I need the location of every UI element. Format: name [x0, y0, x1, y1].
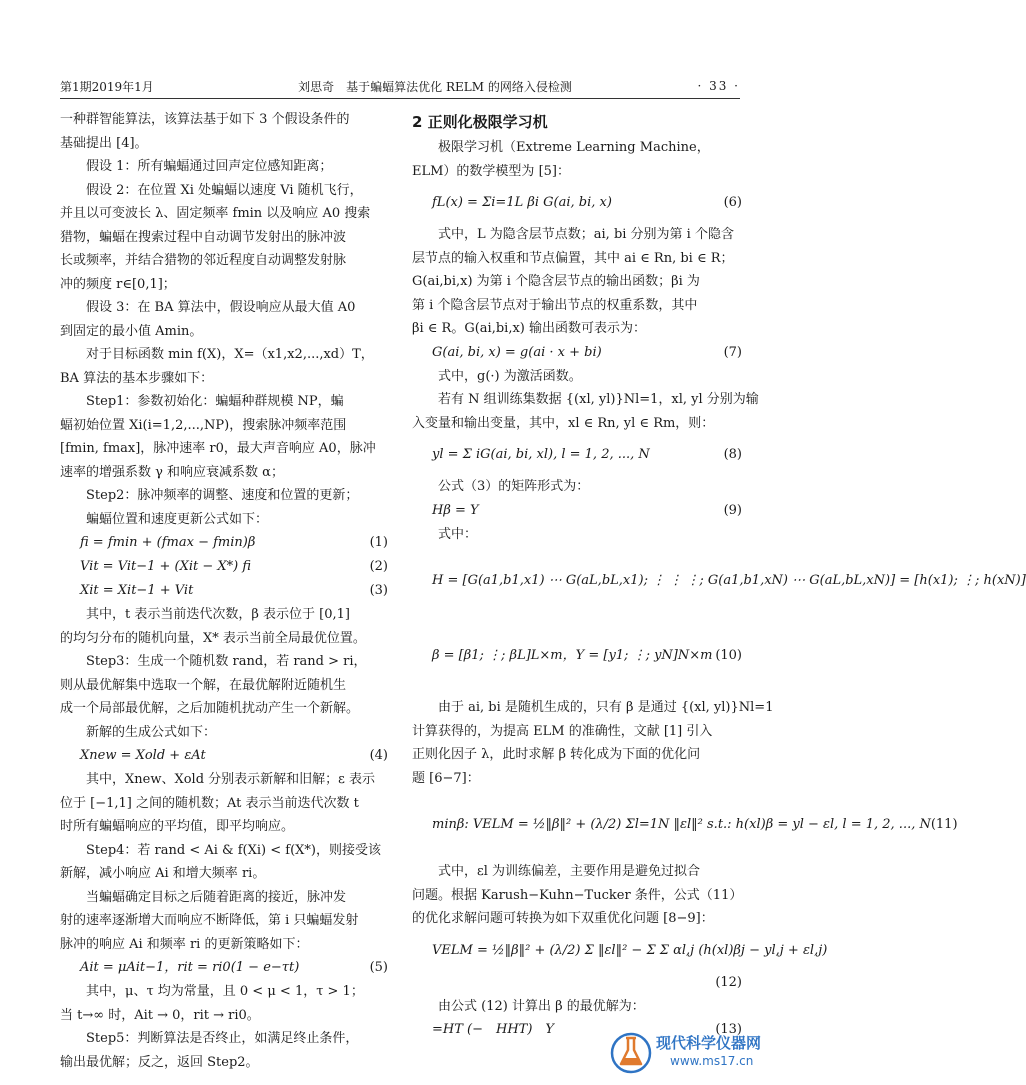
text-line: 当 t→∞ 时，Ait → 0，rit → ri0。 — [60, 1007, 260, 1023]
equation: fi = fmin + (fmax − fmin)β — [80, 535, 256, 550]
equation-row — [412, 499, 742, 523]
text-line: 由于 ai, bi 是随机生成的，只有 β 是通过 {(xl, yl)}Nl=1 — [438, 700, 774, 715]
equation-row — [60, 531, 388, 555]
equation-number: (8) — [723, 447, 742, 462]
equation-row — [412, 616, 742, 696]
text-line: 正则化因子 λ，此时求解 β 转化成为下面的优化问 — [412, 747, 701, 762]
equation — [412, 971, 702, 995]
equation-number: (13) — [715, 1022, 742, 1037]
text-line: 式中： — [438, 526, 478, 542]
equation-row — [412, 931, 828, 971]
equation-number: (4) — [369, 748, 388, 763]
running-header — [60, 76, 740, 96]
header-rule — [60, 98, 740, 99]
text-line: 问题。根据 Karush−Kuhn−Tucker 条件，公式（11） — [412, 887, 743, 903]
left-column — [60, 108, 388, 1074]
equation-row — [412, 546, 1026, 616]
text-line: 射的速率逐渐增大而响应不断降低，第 i 只蝙蝠发射 — [60, 913, 359, 928]
text-line: 到固定的最小值 Amin。 — [60, 323, 203, 339]
text-line: 题 [6−7]： — [412, 770, 480, 786]
text-line: 猎物，蝙蝠在搜索过程中自动调节发射出的脉冲波 — [60, 229, 347, 245]
equation-number: (2) — [369, 559, 388, 574]
text-line: 假设 3：在 BA 算法中，假设响应从最大值 A0 — [86, 300, 356, 315]
text-line: BA 算法的基本步骤如下： — [60, 370, 214, 386]
text-line: 第 i 个隐含层节点对于输出节点的权重系数，其中 — [412, 297, 698, 313]
equation-number: (12) — [715, 974, 742, 990]
equation: Xnew = Xold + εAt — [80, 748, 206, 763]
text-line: Step5：判断算法是否终止，如满足终止条件， — [86, 1031, 359, 1046]
text-line: Step1：参数初始化：蝙蝠种群规模 NP，蝙 — [86, 394, 344, 409]
text-line: 由公式 (12) 计算出 β 的最优解为： — [438, 998, 645, 1014]
text-line: Step2：脉冲频率的调整、速度和位置的更新； — [86, 488, 359, 503]
text-line: 脉冲的响应 Ai 和频率 ri 的更新策略如下： — [60, 936, 309, 952]
text-line: 其中，Xnew、Xold 分别表示新解和旧解；ε 表示 — [86, 772, 376, 787]
equation: minβ: VELM = ½‖β‖² + (λ/2) Σl=1N ‖εl‖² s.t.: h(xl)β = yl − εl, l = 1, 2, ..., N — [432, 817, 931, 832]
text-line: 式中，L 为隐含层节点数；ai, bi 分别为第 i 个隐含 — [438, 227, 734, 242]
equation-row — [60, 555, 388, 579]
text-line: βi ∈ R。G(ai,bi,x) 输出函数可表示为： — [412, 321, 646, 336]
text-line: 成一个局部最优解，之后加随机扰动产生一个新解。 — [60, 701, 360, 716]
text-line: 时所有蝙蝠响应的平均值，即平均响应。 — [60, 819, 295, 834]
text-line: 若有 N 组训练集数据 {(xl, yl)}Nl=1，xl, yl 分别为输 — [438, 392, 759, 407]
logo-title: 现代科学仪器网 — [656, 1034, 762, 1052]
equation: Ait = μAit−1，rit = ri0(1 − e−τt) — [80, 960, 300, 975]
equation: =HT (− HHT) Y — [432, 1022, 554, 1037]
text-line: 式中，g(·) 为激活函数。 — [438, 368, 582, 384]
equation: β = [β1; ⋮; βL]L×m，Y = [y1; ⋮; yN]N×m — [432, 648, 713, 663]
text-line: 式中，εl 为训练偏差，主要作用是避免过拟合 — [438, 864, 701, 879]
equation-number: (11) — [930, 817, 958, 832]
equation: H = [G(a1,b1,x1) ⋯ G(aL,bL,x1); ⋮ ⋮ ⋮; G(a1,b1,xN) ⋯ G(aL,bL,xN)] = [h(x1); ⋮; h(xN)] — [432, 573, 1026, 588]
text-line: ELM）的数学模型为 [5]： — [412, 163, 570, 179]
text-line: 一种群智能算法，该算法基于如下 3 个假设条件的 — [60, 112, 350, 127]
text-line: 长或频率，并结合猎物的邻近程度自动调整发射脉 — [60, 253, 347, 268]
section-heading: 2 正则化极限学习机 — [412, 113, 548, 131]
text-line: 蝙蝠位置和速度更新公式如下： — [86, 511, 269, 527]
equation-row — [412, 790, 958, 860]
text-line: 新解，减小响应 Ai 和增大频率 ri。 — [60, 866, 266, 881]
equation-number: (9) — [723, 502, 742, 518]
issue-label: 第1期2019年1月 — [60, 79, 154, 94]
text-line: 位于 [−1,1] 之间的随机数；At 表示当前迭代次数 t — [60, 795, 359, 811]
equation-number: (5) — [369, 960, 388, 975]
text-line: 其中，μ、τ 均为常量，且 0 < μ < 1，τ > 1； — [86, 984, 364, 999]
equation-row — [412, 435, 742, 475]
text-line: 的均匀分布的随机向量，X* 表示当前全局最优位置。 — [60, 630, 366, 646]
equation: Hβ = Y — [432, 502, 479, 518]
equation-number: (10) — [715, 648, 742, 663]
text-line: 输出最优解；反之，返回 Step2。 — [60, 1054, 259, 1070]
equation-row — [412, 183, 742, 223]
equation-row — [60, 744, 388, 768]
text-line: G(ai,bi,x) 为第 i 个隐含层节点的输出函数；βi 为 — [412, 274, 700, 289]
watermark-logo — [608, 1028, 788, 1076]
equation-number: (6) — [723, 195, 742, 210]
text-line: Step4：若 rand < Ai & f(Xi) < f(X*)，则接受该 — [86, 842, 381, 858]
text-line: 极限学习机（Extreme Learning Machine， — [438, 140, 710, 155]
equation: yl = Σ iG(ai, bi, xl), l = 1, 2, ..., N — [432, 447, 650, 462]
text-line: 则从最优解集中选取一个解，在最优解附近随机生 — [60, 677, 347, 693]
equation: Xit = Xit−1 + Vit — [80, 583, 194, 598]
equation-number: (3) — [369, 583, 388, 598]
right-column — [412, 108, 1026, 1042]
text-line: 当蝙蝠确定目标之后随着距离的接近，脉冲发 — [86, 889, 347, 905]
page-number: · 33 · — [697, 79, 740, 93]
text-line: 新解的生成公式如下： — [86, 724, 217, 740]
text-line: 对于目标函数 min f(X)，X=（x1,x2,...,xd）T， — [86, 347, 374, 362]
logo-url: www.ms17.cn — [670, 1054, 754, 1068]
equation-row — [60, 956, 388, 980]
text-line: 计算获得的，为提高 ELM 的准确性，文献 [1] 引入 — [412, 723, 713, 739]
text-line: 并且以可变波长 λ、固定频率 fmin 以及响应 A0 搜索 — [60, 206, 371, 221]
text-line: 基础提出 [4]。 — [60, 135, 148, 151]
text-line: Step3：生成一个随机数 rand，若 rand > ri， — [86, 654, 367, 669]
flask-icon — [608, 1028, 654, 1074]
text-line: 速率的增强系数 γ 和响应衰减系数 α； — [60, 464, 284, 480]
text-line: 冲的频度 r∈[0,1]； — [60, 276, 176, 292]
text-line: 层节点的输入权重和节点偏置，其中 ai ∈ Rn, bi ∈ R； — [412, 250, 734, 266]
equation: fL(x) = Σi=1L βi G(ai, bi, x) — [432, 195, 612, 210]
text-line: 假设 2：在位置 Xi 处蝙蝠以速度 Vi 随机飞行， — [86, 182, 363, 198]
equation: Vit = Vit−1 + (Xit − X*) fi — [80, 559, 252, 574]
equation-row — [412, 341, 742, 365]
equation: VELM = ½‖β‖² + (λ/2) Σ ‖εl‖² − Σ Σ αl,j (h(xl)βj − yl,j + εl,j) — [432, 942, 828, 958]
text-line: 假设 1：所有蝙蝠通过回声定位感知距离； — [86, 159, 333, 174]
equation-number: (7) — [723, 344, 742, 360]
text-line: [fmin, fmax]，脉冲速率 r0，最大声音响应 A0，脉冲 — [60, 441, 376, 456]
text-line: 公式（3）的矩阵形式为： — [438, 479, 590, 494]
equation-row — [60, 579, 388, 603]
running-title: 刘思奇 基于蝙蝠算法优化 RELM 的网络入侵检测 — [298, 79, 572, 94]
equation: G(ai, bi, x) = g(ai · x + bi) — [432, 344, 602, 360]
equation-row — [412, 971, 742, 995]
text-line: 其中，t 表示当前迭代次数，β 表示位于 [0,1] — [86, 607, 350, 622]
text-line: 蝠初始位置 Xi(i=1,2,...,NP)，搜索脉冲频率范围 — [60, 417, 347, 433]
text-line: 入变量和输出变量，其中，xl ∈ Rn, yl ∈ Rm，则： — [412, 415, 715, 431]
text-line: 的优化求解问题可转换为如下双重优化问题 [8−9]： — [412, 911, 714, 926]
equation-number: (1) — [369, 535, 388, 550]
